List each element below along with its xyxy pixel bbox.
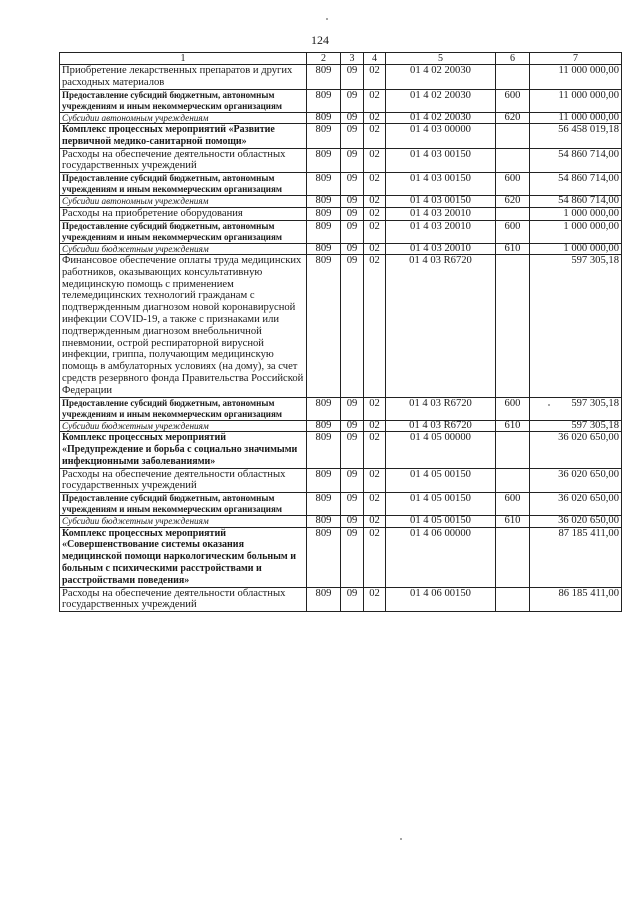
scan-speck: [326, 18, 328, 20]
expense-type-cell: 600: [496, 220, 530, 243]
section-code-cell: 09: [341, 112, 364, 124]
target-article-cell: 01 4 03 20010: [386, 207, 496, 220]
department-code-cell: 809: [307, 516, 341, 528]
target-article-cell: 01 4 03 00150: [386, 173, 496, 196]
table-row: [60, 397, 622, 420]
expense-type-cell: 600: [496, 493, 530, 516]
subsection-code-cell: 02: [364, 89, 386, 112]
header-cell: 5: [386, 53, 496, 65]
table-row: [60, 468, 622, 493]
item-name-cell: Субсидии бюджетным учреждениям: [60, 243, 307, 255]
department-code-cell: 809: [307, 89, 341, 112]
expense-type-cell: [496, 65, 530, 90]
table-row: [60, 148, 622, 173]
amount-cell: 36 020 650,00: [530, 516, 622, 528]
section-code-cell: 09: [341, 432, 364, 468]
item-name-cell: Финансовое обеспечение оплаты труда медицинских работников, оказывающих консультативную медицинскую помощь с применением телемедицинских технологий гражданам с подтвержденным диагнозом новой коронавирусной инфекции COVID-19, а также с признаками или подтвержденным диагнозом внебольничной пневмонии, острой респираторной вирусной инфекции, гриппа, получающим медицинскую помощь в амбулаторных условиях (на дому), за счет средств резервного фонда Правительства Российской Федерации: [60, 255, 307, 398]
subsection-code-cell: 02: [364, 527, 386, 587]
target-article-cell: 01 4 03 R6720: [386, 255, 496, 398]
amount-cell: 87 185 411,00: [530, 527, 622, 587]
department-code-cell: 809: [307, 124, 341, 149]
page-number: 124: [311, 33, 329, 47]
target-article-cell: 01 4 05 00150: [386, 516, 496, 528]
subsection-code-cell: 02: [364, 432, 386, 468]
target-article-cell: 01 4 02 20030: [386, 65, 496, 90]
department-code-cell: 809: [307, 432, 341, 468]
section-code-cell: 09: [341, 420, 364, 432]
table-row: [60, 243, 622, 255]
table-row: [60, 587, 622, 612]
target-article-cell: 01 4 02 20030: [386, 89, 496, 112]
subsection-code-cell: 02: [364, 468, 386, 493]
department-code-cell: 809: [307, 207, 341, 220]
expense-type-cell: [496, 207, 530, 220]
subsection-code-cell: 02: [364, 397, 386, 420]
target-article-cell: 01 4 03 00000: [386, 124, 496, 149]
subsection-code-cell: 02: [364, 420, 386, 432]
table-row: [60, 89, 622, 112]
amount-cell: 56 458 019,18: [530, 124, 622, 149]
section-code-cell: 09: [341, 207, 364, 220]
item-name-cell: Субсидии автономным учреждениям: [60, 112, 307, 124]
expense-type-cell: [496, 148, 530, 173]
expense-type-cell: [496, 587, 530, 612]
section-code-cell: 09: [341, 493, 364, 516]
section-code-cell: 09: [341, 255, 364, 398]
department-code-cell: 809: [307, 527, 341, 587]
amount-cell: 597 305,18: [530, 420, 622, 432]
table-row: [60, 432, 622, 468]
subsection-code-cell: 02: [364, 220, 386, 243]
amount-cell: 597 305,18: [530, 255, 622, 398]
table-row: [60, 173, 622, 196]
section-code-cell: 09: [341, 173, 364, 196]
header-cell: 7: [530, 53, 622, 65]
department-code-cell: 809: [307, 397, 341, 420]
item-name-cell: Комплекс процессных мероприятий «Совершенствование системы оказания медицинской помощи наркологическим больным и больным с психическими расстройствами и расстройствами поведения»: [60, 527, 307, 587]
table-header-row: [60, 53, 622, 65]
section-code-cell: 09: [341, 220, 364, 243]
subsection-code-cell: 02: [364, 124, 386, 149]
department-code-cell: 809: [307, 173, 341, 196]
item-name-cell: Субсидии бюджетным учреждениям: [60, 420, 307, 432]
department-code-cell: 809: [307, 243, 341, 255]
expense-type-cell: [496, 527, 530, 587]
department-code-cell: 809: [307, 255, 341, 398]
amount-cell: 11 000 000,00: [530, 65, 622, 90]
department-code-cell: 809: [307, 493, 341, 516]
section-code-cell: 09: [341, 243, 364, 255]
item-name-cell: Приобретение лекарственных препаратов и других расходных материалов: [60, 65, 307, 90]
subsection-code-cell: 02: [364, 112, 386, 124]
table-row: [60, 516, 622, 528]
expense-type-cell: [496, 124, 530, 149]
table-row: [60, 220, 622, 243]
expense-type-cell: 600: [496, 397, 530, 420]
amount-cell: 54 860 714,00: [530, 148, 622, 173]
item-name-cell: Расходы на приобретение оборудования: [60, 207, 307, 220]
scan-speck: [400, 838, 402, 840]
table-row: [60, 255, 622, 398]
header-cell: 2: [307, 53, 341, 65]
department-code-cell: 809: [307, 196, 341, 208]
table-row: [60, 112, 622, 124]
amount-cell: 1 000 000,00: [530, 243, 622, 255]
target-article-cell: 01 4 02 20030: [386, 112, 496, 124]
subsection-code-cell: 02: [364, 493, 386, 516]
section-code-cell: 09: [341, 516, 364, 528]
table-row: [60, 207, 622, 220]
subsection-code-cell: 02: [364, 207, 386, 220]
section-code-cell: 09: [341, 65, 364, 90]
expense-type-cell: 610: [496, 243, 530, 255]
target-article-cell: 01 4 03 20010: [386, 220, 496, 243]
amount-cell: 86 185 411,00: [530, 587, 622, 612]
amount-cell: 1 000 000,00: [530, 220, 622, 243]
department-code-cell: 809: [307, 148, 341, 173]
expense-type-cell: 600: [496, 173, 530, 196]
item-name-cell: Предоставление субсидий бюджетным, автономным учреждениям и иным некоммерческим организациям: [60, 89, 307, 112]
subsection-code-cell: 02: [364, 587, 386, 612]
department-code-cell: 809: [307, 220, 341, 243]
expense-type-cell: [496, 432, 530, 468]
subsection-code-cell: 02: [364, 148, 386, 173]
subsection-code-cell: 02: [364, 243, 386, 255]
section-code-cell: 09: [341, 587, 364, 612]
amount-cell: 36 020 650,00: [530, 493, 622, 516]
item-name-cell: Комплекс процессных мероприятий «Предупреждение и борьба с социально значимыми инфекционными заболеваниями»: [60, 432, 307, 468]
section-code-cell: 09: [341, 397, 364, 420]
section-code-cell: 09: [341, 148, 364, 173]
amount-cell: 597 305,18: [530, 397, 622, 420]
item-name-cell: Расходы на обеспечение деятельности областных государственных учреждений: [60, 468, 307, 493]
expense-type-cell: [496, 255, 530, 398]
item-name-cell: Субсидии бюджетным учреждениям: [60, 516, 307, 528]
header-cell: 4: [364, 53, 386, 65]
amount-cell: 54 860 714,00: [530, 196, 622, 208]
expense-type-cell: 620: [496, 112, 530, 124]
amount-cell: 36 020 650,00: [530, 468, 622, 493]
target-article-cell: 01 4 03 00150: [386, 148, 496, 173]
section-code-cell: 09: [341, 196, 364, 208]
target-article-cell: 01 4 05 00150: [386, 493, 496, 516]
target-article-cell: 01 4 05 00150: [386, 468, 496, 493]
item-name-cell: Предоставление субсидий бюджетным, автономным учреждениям и иным некоммерческим организациям: [60, 173, 307, 196]
target-article-cell: 01 4 03 00150: [386, 196, 496, 208]
subsection-code-cell: 02: [364, 255, 386, 398]
target-article-cell: 01 4 03 20010: [386, 243, 496, 255]
expense-type-cell: 600: [496, 89, 530, 112]
department-code-cell: 809: [307, 112, 341, 124]
expense-type-cell: [496, 468, 530, 493]
section-code-cell: 09: [341, 89, 364, 112]
item-name-cell: Предоставление субсидий бюджетным, автономным учреждениям и иным некоммерческим организациям: [60, 397, 307, 420]
subsection-code-cell: 02: [364, 516, 386, 528]
item-name-cell: Расходы на обеспечение деятельности областных государственных учреждений: [60, 148, 307, 173]
section-code-cell: 09: [341, 124, 364, 149]
target-article-cell: 01 4 06 00150: [386, 587, 496, 612]
target-article-cell: 01 4 03 R6720: [386, 420, 496, 432]
table-row: [60, 196, 622, 208]
target-article-cell: 01 4 03 R6720: [386, 397, 496, 420]
expense-type-cell: 620: [496, 196, 530, 208]
item-name-cell: Субсидии автономным учреждениям: [60, 196, 307, 208]
table-row: [60, 65, 622, 90]
subsection-code-cell: 02: [364, 65, 386, 90]
table-row: [60, 527, 622, 587]
department-code-cell: 809: [307, 65, 341, 90]
department-code-cell: 809: [307, 420, 341, 432]
subsection-code-cell: 02: [364, 173, 386, 196]
amount-cell: 1 000 000,00: [530, 207, 622, 220]
amount-cell: 11 000 000,00: [530, 112, 622, 124]
budget-table: [59, 52, 622, 612]
expense-type-cell: 610: [496, 516, 530, 528]
subsection-code-cell: 02: [364, 196, 386, 208]
expense-type-cell: 610: [496, 420, 530, 432]
target-article-cell: 01 4 05 00000: [386, 432, 496, 468]
target-article-cell: 01 4 06 00000: [386, 527, 496, 587]
amount-cell: 54 860 714,00: [530, 173, 622, 196]
section-code-cell: 09: [341, 527, 364, 587]
header-cell: 6: [496, 53, 530, 65]
department-code-cell: 809: [307, 587, 341, 612]
table-row: [60, 493, 622, 516]
table-row: [60, 124, 622, 149]
department-code-cell: 809: [307, 468, 341, 493]
item-name-cell: Предоставление субсидий бюджетным, автономным учреждениям и иным некоммерческим организациям: [60, 493, 307, 516]
item-name-cell: Комплекс процессных мероприятий «Развитие первичной медико-санитарной помощи»: [60, 124, 307, 149]
header-cell: 3: [341, 53, 364, 65]
amount-cell: 11 000 000,00: [530, 89, 622, 112]
scan-speck: [548, 404, 550, 406]
section-code-cell: 09: [341, 468, 364, 493]
item-name-cell: Расходы на обеспечение деятельности областных государственных учреждений: [60, 587, 307, 612]
item-name-cell: Предоставление субсидий бюджетным, автономным учреждениям и иным некоммерческим организациям: [60, 220, 307, 243]
table-row: [60, 420, 622, 432]
header-cell: 1: [60, 53, 307, 65]
amount-cell: 36 020 650,00: [530, 432, 622, 468]
